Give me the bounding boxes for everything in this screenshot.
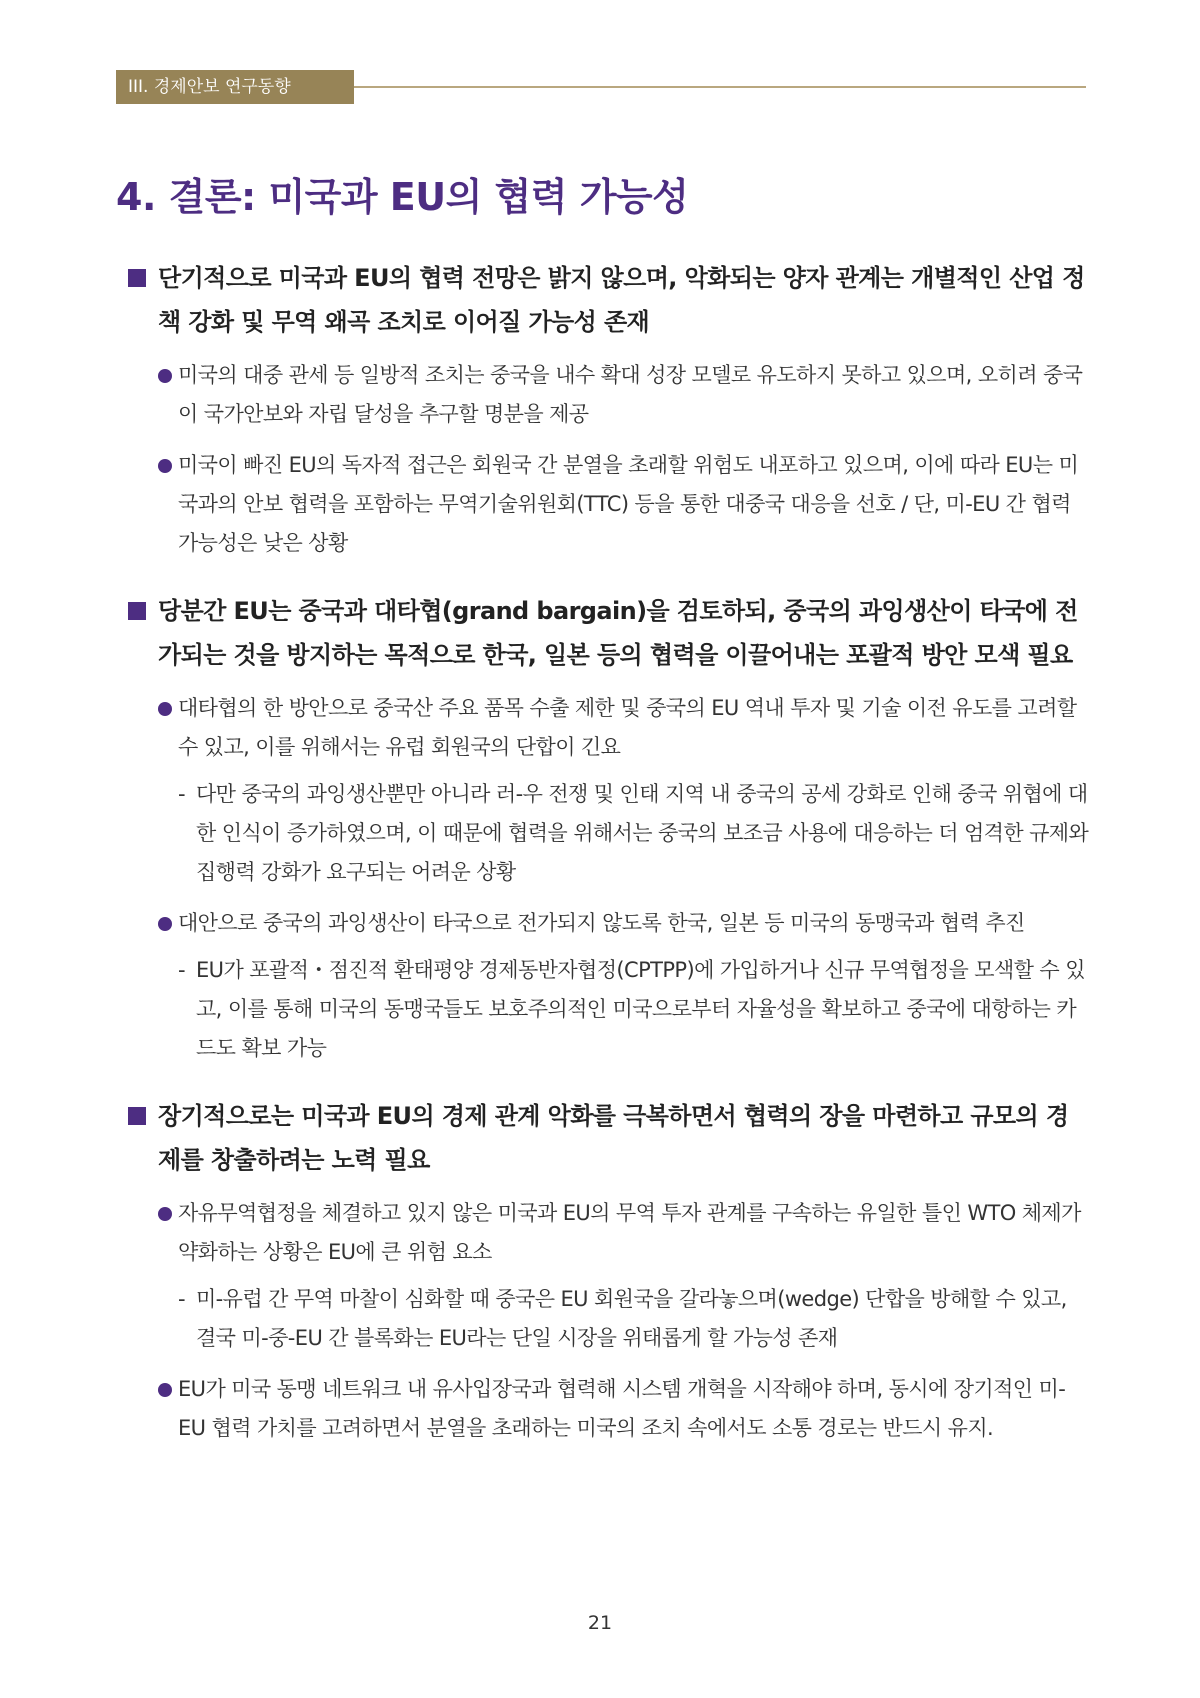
page-number: 21 xyxy=(587,1612,613,1634)
sub-list-item: - 미-유럽 간 무역 마찰이 심화할 때 중국은 EU 회원국을 갈라놓으며(wedge) 단합을 방해할 수 있고, 결국 미-중-EU 간 블록화는 EU라는 단일 시장을 위태롭게 할 가능성 존재 xyxy=(178,1280,1090,1358)
sub-list-item: - EU가 포괄적・점진적 환태평양 경제동반자협정(CPTPP)에 가입하거나 신규 무역협정을 모색할 수 있고, 이를 통해 미국의 동맹국들도 보호주의적인 미국으로부터 자율성을 확보하고 중국에 대항하는 카드도 확보 가능 xyxy=(178,951,1090,1068)
circle-bullet-icon xyxy=(158,369,172,383)
square-bullet-icon xyxy=(128,602,146,620)
list-item: 자유무역협정을 체결하고 있지 않은 미국과 EU의 무역 투자 관계를 구속하는 유일한 틀인 WTO 체제가 약화하는 상황은 EU에 큰 위험 요소 xyxy=(158,1194,1090,1272)
circle-bullet-icon xyxy=(158,702,172,716)
list-item: EU가 미국 동맹 네트워크 내 유사입장국과 협력해 시스템 개혁을 시작해야 하며, 동시에 장기적인 미-EU 협력 가치를 고려하면서 분열을 초래하는 미국의 조치 속에서도 소통 경로는 반드시 유지. xyxy=(158,1370,1090,1448)
page-title: 4. 결론: 미국과 EU의 협력 가능성 xyxy=(116,175,689,219)
section-heading: 단기적으로 미국과 EU의 협력 전망은 밝지 않으며, 악화되는 양자 관계는 개별적인 산업 정책 강화 및 무역 왜곡 조치로 이어질 가능성 존재 xyxy=(128,256,1090,344)
square-bullet-icon xyxy=(128,1107,146,1125)
section-tag: III. 경제안보 연구동향 xyxy=(116,70,354,104)
list-item: 미국의 대중 관세 등 일방적 조치는 중국을 내수 확대 성장 모델로 유도하지 못하고 있으며, 오히려 중국이 국가안보와 자립 달성을 추구할 명분을 제공 xyxy=(158,356,1090,434)
section-mid-term xyxy=(128,589,1090,1068)
section-short-term xyxy=(128,256,1090,563)
circle-bullet-icon xyxy=(158,1383,172,1397)
circle-bullet-icon xyxy=(158,917,172,931)
section-long-term xyxy=(128,1094,1090,1448)
list-item: 대안으로 중국의 과잉생산이 타국으로 전가되지 않도록 한국, 일본 등 미국의 동맹국과 협력 추진 xyxy=(158,904,1090,943)
dash-bullet-icon: - xyxy=(178,958,185,982)
square-bullet-icon xyxy=(128,269,146,287)
main-content xyxy=(128,256,1090,1474)
dash-bullet-icon: - xyxy=(178,782,185,806)
list-item: 대타협의 한 방안으로 중국산 주요 품목 수출 제한 및 중국의 EU 역내 투자 및 기술 이전 유도를 고려할 수 있고, 이를 위해서는 유럽 회원국의 단합이 긴요 xyxy=(158,689,1090,767)
header-rule xyxy=(354,86,1086,88)
running-header xyxy=(116,70,1086,104)
section-heading: 장기적으로는 미국과 EU의 경제 관계 악화를 극복하면서 협력의 장을 마련하고 규모의 경제를 창출하려는 노력 필요 xyxy=(128,1094,1090,1182)
sub-list-item: - 다만 중국의 과잉생산뿐만 아니라 러-우 전쟁 및 인태 지역 내 중국의 공세 강화로 인해 중국 위협에 대한 인식이 증가하였으며, 이 때문에 협력을 위해서는 중국의 보조금 사용에 대응하는 더 엄격한 규제와 집행력 강화가 요구되는 어려운 상황 xyxy=(178,775,1090,892)
list-item: 미국이 빠진 EU의 독자적 접근은 회원국 간 분열을 초래할 위험도 내포하고 있으며, 이에 따라 EU는 미국과의 안보 협력을 포함하는 무역기술위원회(TTC) 등을 통한 대중국 대응을 선호 / 단, 미-EU 간 협력 가능성은 낮은 상황 xyxy=(158,446,1090,563)
dash-bullet-icon: - xyxy=(178,1287,185,1311)
circle-bullet-icon xyxy=(158,1207,172,1221)
circle-bullet-icon xyxy=(158,459,172,473)
section-heading: 당분간 EU는 중국과 대타협(grand bargain)을 검토하되, 중국의 과잉생산이 타국에 전가되는 것을 방지하는 목적으로 한국, 일본 등의 협력을 이끌어내는 포괄적 방안 모색 필요 xyxy=(128,589,1090,677)
